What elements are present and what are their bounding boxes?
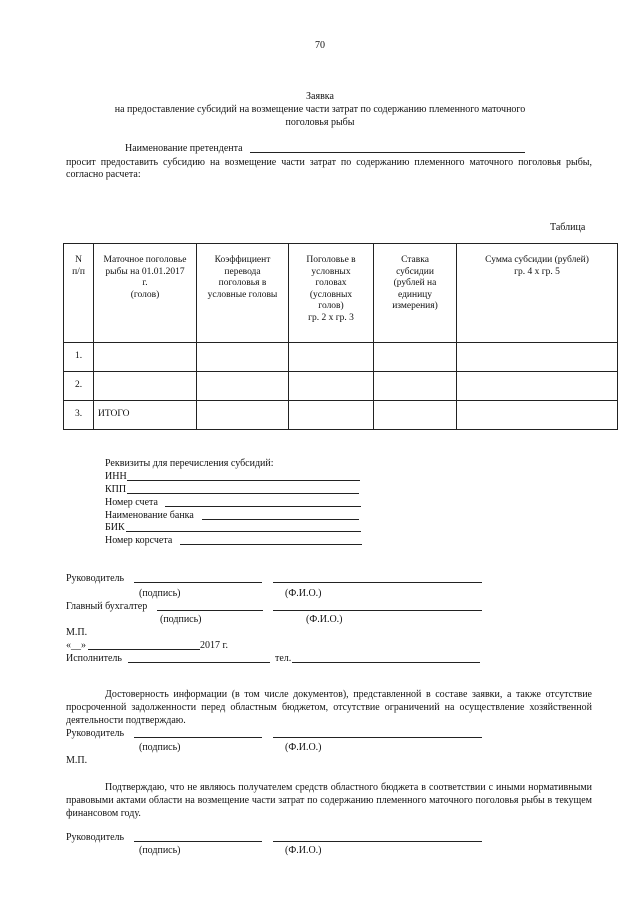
confirmation-paragraph-1: Достоверность информации (в том числе документов), представленной в составе заявки, а также отсутствие просроченной задолженности перед областным бюджетом, отсутствие ограничений на осуществление хозяйственной деятельности подтверждаю. (66, 689, 592, 726)
corr-account-label: Номер корсчета (105, 535, 173, 546)
table-cell[interactable] (374, 401, 457, 430)
row-number: 2. (64, 372, 94, 401)
row-number: 1. (64, 343, 94, 372)
total-label: ИТОГО (94, 401, 197, 430)
header-cell-rate: Ставка субсидии (рублей на единицу измерения) (374, 244, 457, 343)
bank-name-label: Наименование банка (105, 510, 194, 521)
name-caption: (Ф.И.О.) (285, 742, 322, 753)
applicant-name-line[interactable] (250, 152, 525, 153)
stamp-label: М.П. (66, 755, 88, 766)
document-title: Заявка (306, 91, 334, 102)
phone-label: тел. (275, 653, 292, 664)
table-header-row (64, 244, 618, 343)
subsidy-table (63, 243, 618, 430)
head-name-line[interactable] (273, 841, 482, 842)
requisites-heading: Реквизиты для перечисления субсидий: (105, 458, 274, 469)
executor-line[interactable] (128, 662, 270, 663)
bik-label: БИК (105, 522, 125, 533)
account-field[interactable] (165, 506, 361, 507)
head-signature-line[interactable] (134, 582, 262, 583)
inn-label: ИНН (105, 471, 127, 482)
bank-name-field[interactable] (202, 519, 359, 520)
table-caption: Таблица (550, 222, 586, 233)
table-cell[interactable] (374, 343, 457, 372)
corr-account-field[interactable] (180, 544, 362, 545)
table-cell[interactable] (457, 401, 618, 430)
accountant-name-line[interactable] (273, 610, 482, 611)
header-cell-conditional-heads: Поголовье в условных головах (условных голов) гр. 2 x гр. 3 (289, 244, 374, 343)
table-cell[interactable] (197, 343, 289, 372)
stamp-label: М.П. (66, 627, 88, 638)
table-cell[interactable] (197, 372, 289, 401)
header-cell-livestock: Маточное поголовье рыбы на 01.01.2017 г. (голов) (94, 244, 197, 343)
header-cell-coefficient: Коэффициент перевода поголовья в условные головы (197, 244, 289, 343)
applicant-label: Наименование претендента (125, 143, 243, 154)
table-row (64, 343, 618, 372)
head-signature-line[interactable] (134, 841, 262, 842)
head-name-line[interactable] (273, 737, 482, 738)
head-label: Руководитель (66, 573, 125, 584)
document-subtitle-line2: поголовья рыбы (285, 117, 355, 128)
row-number: 3. (64, 401, 94, 430)
table-cell[interactable] (289, 401, 374, 430)
bik-field[interactable] (126, 531, 361, 532)
name-caption: (Ф.И.О.) (285, 588, 322, 599)
phone-line[interactable] (292, 662, 480, 663)
date-day: «__» (66, 640, 86, 651)
head-label: Руководитель (66, 832, 125, 843)
name-caption: (Ф.И.О.) (285, 845, 322, 856)
kpp-label: КПП (105, 484, 127, 495)
header-cell-number: N п/п (64, 244, 94, 343)
confirmation-paragraph-2: Подтверждаю, что не являюсь получателем средств областного бюджета в соответствии с иными нормативными правовыми актами области на возмещение части затрат по содержанию племенного маточного поголовья рыбы в текущем финансовом году. (66, 782, 592, 819)
head-label: Руководитель (66, 728, 125, 739)
date-month-line[interactable] (88, 649, 200, 650)
name-caption: (Ф.И.О.) (306, 614, 343, 625)
table-cell[interactable] (457, 343, 618, 372)
signature-caption: (подпись) (139, 845, 181, 856)
account-label: Номер счета (105, 497, 158, 508)
table-cell[interactable] (289, 372, 374, 401)
head-name-line[interactable] (273, 582, 482, 583)
table-cell[interactable] (289, 343, 374, 372)
accountant-signature-line[interactable] (157, 610, 263, 611)
inn-field[interactable] (127, 480, 360, 481)
table-cell[interactable] (94, 372, 197, 401)
document-subtitle-line1: на предоставление субсидий на возмещение части затрат по содержанию племенного маточного (114, 104, 526, 115)
header-cell-subsidy-sum: Сумма субсидии (рублей) гр. 4 x гр. 5 (457, 244, 618, 343)
accountant-label: Главный бухгалтер (66, 601, 148, 612)
table-cell[interactable] (374, 372, 457, 401)
signature-caption: (подпись) (160, 614, 202, 625)
head-signature-line[interactable] (134, 737, 262, 738)
table-row (64, 401, 618, 430)
executor-label: Исполнитель (66, 653, 122, 664)
request-text: просит предоставить субсидию на возмещение части затрат по содержанию племенного маточного поголовья рыбы, согласно расчета: (66, 157, 592, 180)
date-year: 2017 г. (200, 640, 228, 651)
signature-caption: (подпись) (139, 588, 181, 599)
table-row (64, 372, 618, 401)
table-cell[interactable] (197, 401, 289, 430)
table-cell[interactable] (457, 372, 618, 401)
signature-caption: (подпись) (139, 742, 181, 753)
page-number: 70 (315, 40, 325, 51)
table-cell[interactable] (94, 343, 197, 372)
kpp-field[interactable] (127, 493, 359, 494)
